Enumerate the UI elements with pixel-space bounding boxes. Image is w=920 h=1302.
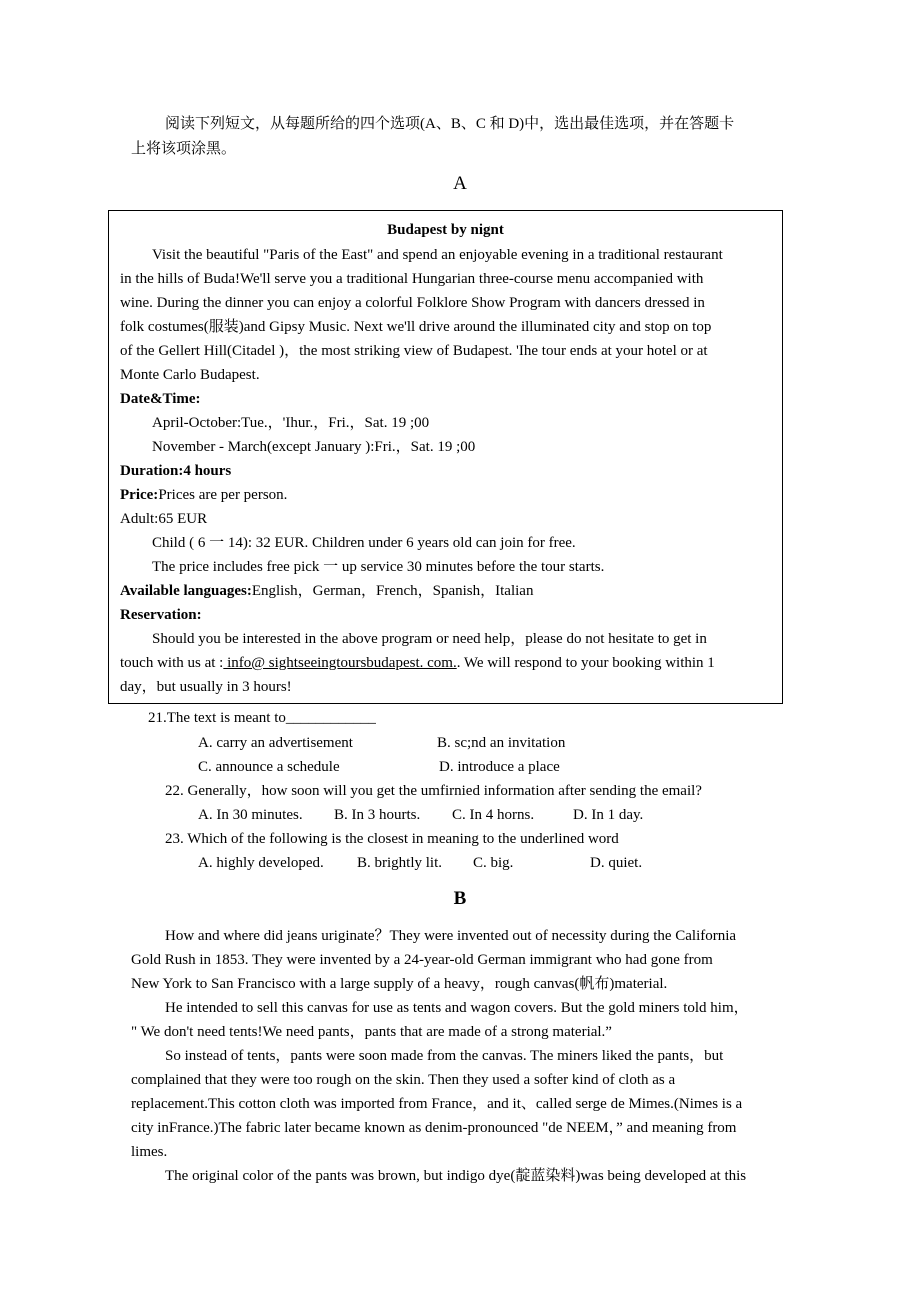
passage-b-line: replacement.This cotton cloth was imported from France，and it、called serge de Mimes.(Nimes is a [131, 1096, 743, 1112]
passage-b-line: The original color of the pants was brown, but indigo dye(靛蓝染料)was being developed at this [165, 1168, 747, 1184]
reservation-email-link[interactable]: info@ sightseeingtoursbudapest. com. [223, 655, 457, 671]
reservation-line-3: day，but usually in 3 hours! [120, 679, 292, 695]
question-23-option-d: D. quiet. [590, 855, 643, 871]
pickup-info: The price includes free pick 一 up service 30 minutes before the tour starts. [152, 559, 605, 575]
ad-paragraph-line: of the Gellert Hill(Citadel )，the most striking view of Budapest. 'Ihe tour ends at your hotel or at [120, 343, 708, 359]
question-23-option-c: C. big. [473, 855, 514, 871]
child-price: Child ( 6 一 14): 32 EUR. Children under 6 years old can join for free. [152, 535, 576, 551]
languages-label: Available languages: [120, 583, 252, 599]
question-21-blank: ____________ [285, 710, 376, 726]
question-21-stem [148, 708, 376, 728]
question-22-option-a: A. In 30 minutes. [198, 807, 303, 823]
advertisement-box [108, 210, 783, 704]
passage-b-line: complained that they were too rough on the skin. Then they used a softer kind of cloth as a [131, 1072, 676, 1088]
languages-text: English，German，French，Spanish，Italian [251, 583, 534, 599]
price-line [120, 485, 287, 505]
ad-paragraph-line: in the hills of Buda!We'll serve you a traditional Hungarian three-course menu accompanied with [120, 271, 704, 287]
date-line-april-october: April-October:Tue.，'Ihur.，Fri.，Sat. 19 ;00 [152, 415, 430, 431]
languages-line [120, 581, 533, 601]
passage-b-line: Gold Rush in 1853. They were invented by a 24-year-old German immigrant who had gone from [131, 952, 713, 968]
reservation-line-1: Should you be interested in the above program or need help，please do not hesitate to get in [152, 631, 707, 647]
passage-b-line: city inFrance.)The fabric later became known as denim-pronounced "de NEEM，” and meaning from [131, 1120, 737, 1136]
date-time-label: Date&Time: [120, 391, 201, 407]
question-21-option-d: D. introduce a place [439, 759, 560, 775]
instructions-line-1: 阅读下列短文，从每题所给的四个选项(A、B、C 和 D)中，选出最佳选项，并在答题卡 [165, 116, 735, 132]
passage-b-line: How and where did jeans uriginate？They were invented out of necessity during the California [165, 928, 737, 944]
ad-paragraph-line: wine. During the dinner you can enjoy a colorful Folklore Show Program with dancers dressed in [120, 295, 705, 311]
passage-b-line: He intended to sell this canvas for use as tents and wagon covers. But the gold miners told him， [165, 1000, 749, 1016]
reservation-line-2 [120, 653, 715, 673]
question-21-text: 21.The text is meant to [148, 710, 286, 726]
question-23-option-a: A. highly developed. [198, 855, 324, 871]
passage-b-line: limes. [131, 1144, 168, 1160]
price-text: Prices are per person. [158, 487, 288, 503]
question-21-option-b: B. sc;nd an invitation [437, 735, 566, 751]
ad-paragraph-line: Monte Carlo Budapest. [120, 367, 260, 383]
passage-b-line: New York to San Francisco with a large supply of a heavy，rough canvas(帆布)material. [131, 976, 668, 992]
section-a-heading: A [453, 173, 467, 194]
passage-b-line: " We don't need tents!We need pants，pants that are made of a strong material.” [131, 1024, 612, 1040]
reservation-label: Reservation: [120, 607, 202, 623]
question-21-option-a: A. carry an advertisement [198, 735, 353, 751]
question-21-option-c: C. announce a schedule [198, 759, 340, 775]
question-22-option-c: C. In 4 horns. [452, 807, 535, 823]
question-23-option-b: B. brightly lit. [357, 855, 443, 871]
ad-paragraph-line: folk costumes(服装)and Gipsy Music. Next we'll drive around the illuminated city and stop on top [120, 319, 712, 335]
price-label: Price: [120, 487, 159, 503]
question-23-stem: 23. Which of the following is the closest in meaning to the underlined word [165, 831, 619, 847]
date-line-november-march: November - March(except January ):Fri.，Sat. 19 ;00 [152, 439, 476, 455]
section-b-heading: B [453, 888, 467, 909]
reservation-line-2-post: . We will respond to your booking within 1 [456, 655, 715, 671]
ad-title: Budapest by nignt [387, 222, 504, 238]
question-22-stem: 22. Generally，how soon will you get the umfirnied information after sending the email? [165, 783, 702, 799]
question-22-option-b: B. In 3 hourts. [334, 807, 421, 823]
instructions-line-2: 上将该项涂黑。 [131, 141, 237, 157]
ad-paragraph-line: Visit the beautiful "Paris of the East" and spend an enjoyable evening in a traditional restaurant [152, 247, 723, 263]
adult-price: Adult:65 EUR [120, 511, 208, 527]
passage-b-line: So instead of tents，pants were soon made from the canvas. The miners liked the pants，but [165, 1048, 724, 1064]
reservation-line-2-pre: touch with us at : [120, 655, 224, 671]
duration: Duration:4 hours [120, 463, 232, 479]
question-22-option-d: D. In 1 day. [573, 807, 644, 823]
